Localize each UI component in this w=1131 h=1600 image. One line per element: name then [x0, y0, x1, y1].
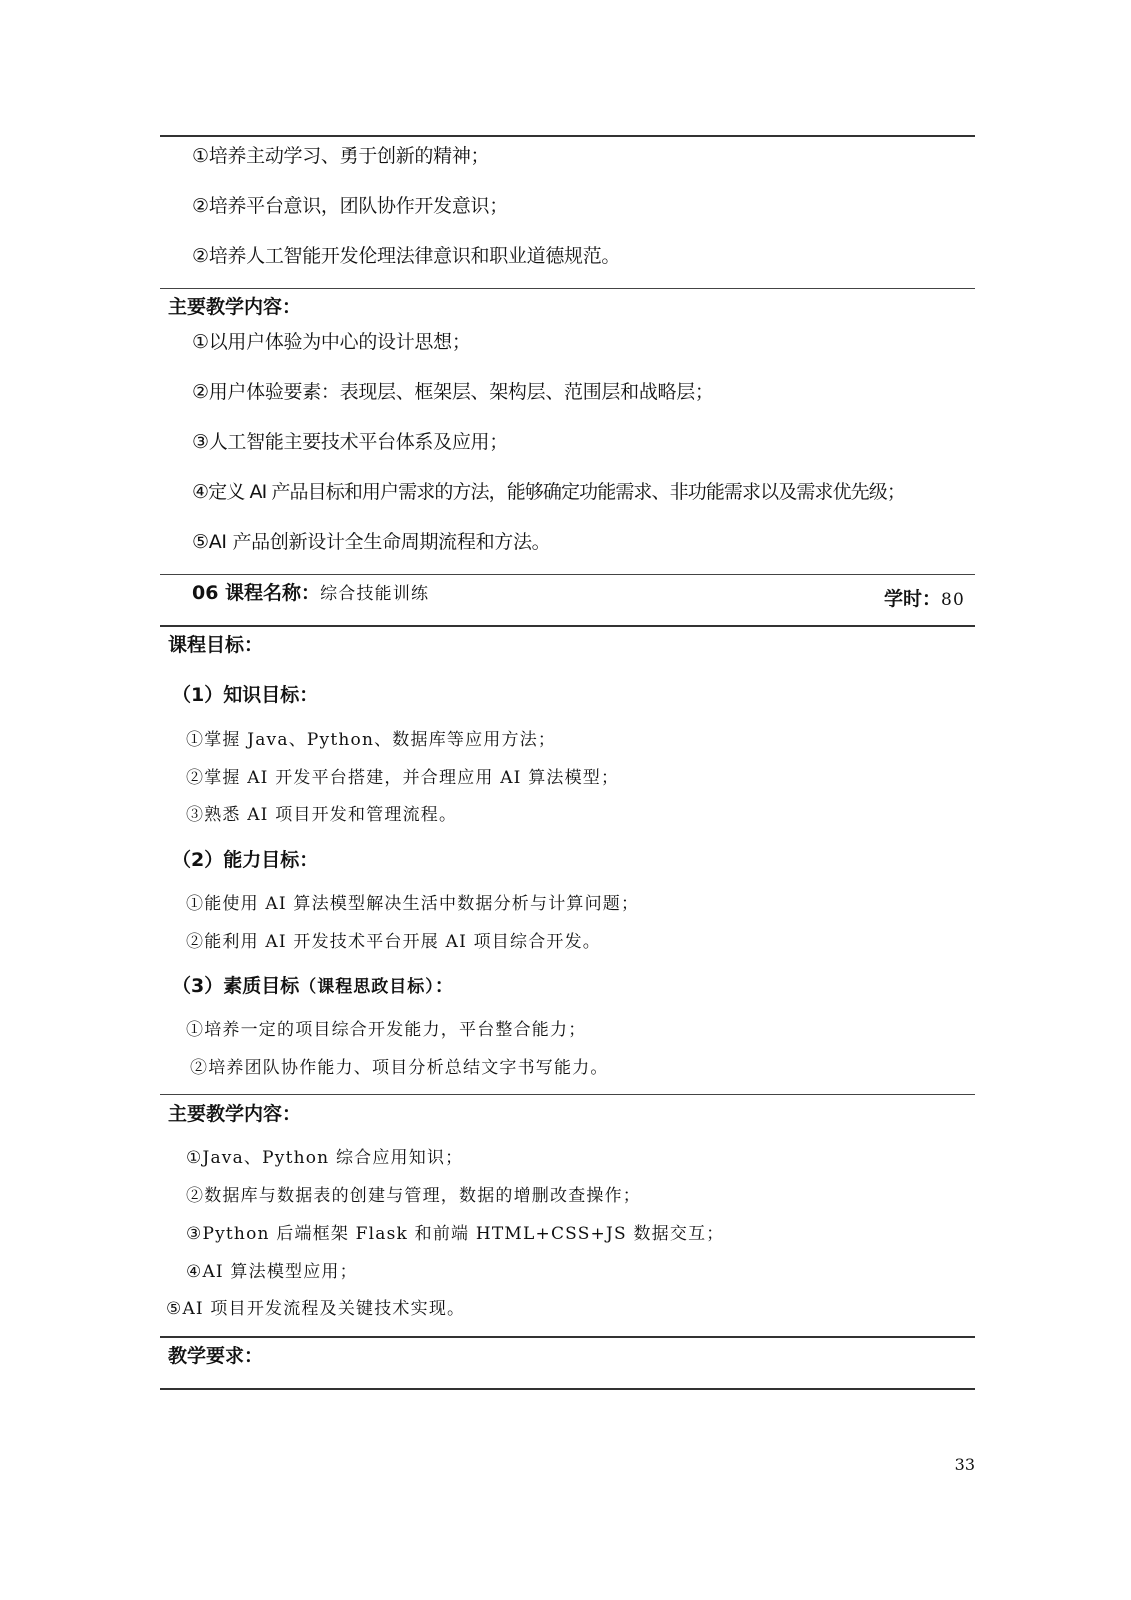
ability-item-1: ①能使用 AI 算法模型解决生活中数据分析与计算问题； [186, 894, 640, 914]
section-divider [160, 1336, 975, 1338]
quality-goals-title: （3）素质目标 [172, 975, 300, 997]
section-divider [160, 1094, 975, 1095]
quality-item-2: ②培养平台意识，团队协作开发意识； [192, 195, 508, 217]
content2-item-1: ①Java、Python 综合应用知识； [186, 1148, 464, 1168]
knowledge-goals-heading: （1）知识目标： [172, 684, 319, 706]
quality-goals-heading [172, 977, 454, 996]
quality-goals-colon: ： [434, 975, 454, 997]
table-top-border [160, 135, 975, 137]
course-name-label: 06 课程名称： [192, 582, 321, 604]
section-divider [160, 288, 975, 289]
content2-item-4: ④AI 算法模型应用； [186, 1262, 358, 1282]
ability-item-2: ②能利用 AI 开发技术平台开展 AI 项目综合开发。 [186, 932, 601, 952]
content-item-1: ①以用户体验为中心的设计思想； [192, 331, 471, 353]
knowledge-item-3: ③熟悉 AI 项目开发和管理流程。 [186, 805, 458, 825]
course-name-value: 综合技能训练 [320, 584, 430, 604]
content-item-5: ⑤AI 产品创新设计全生命周期流程和方法。 [192, 531, 551, 553]
content2-item-3: ③Python 后端框架 Flask 和前端 HTML+CSS+JS 数据交互； [186, 1224, 725, 1244]
hours-value: 80 [940, 590, 965, 610]
teaching-content-heading-2: 主要教学内容： [168, 1103, 302, 1125]
knowledge-item-1: ①掌握 Java、Python、数据库等应用方法； [186, 730, 557, 750]
quality-goal-item-2: ②培养团队协作能力、项目分析总结文字书写能力。 [190, 1058, 609, 1078]
quality-item-1: ①培养主动学习、勇于创新的精神； [192, 145, 490, 167]
course-goals-heading: 课程目标： [168, 634, 264, 656]
ability-goals-heading: （2）能力目标： [172, 849, 319, 871]
knowledge-item-2: ②掌握 AI 开发平台搭建，并合理应用 AI 算法模型； [186, 768, 620, 788]
table-bottom-border [160, 1388, 975, 1390]
section-divider [160, 625, 975, 627]
hours-label: 学时： [883, 588, 941, 610]
quality-goals-paren: （课程思政目标） [299, 977, 435, 997]
content2-item-2: ②数据库与数据表的创建与管理，数据的增删改查操作； [186, 1186, 641, 1206]
teaching-requirements-heading: 教学要求： [168, 1345, 264, 1367]
course-name [192, 584, 429, 603]
course-hours [884, 584, 965, 611]
section-divider [160, 574, 975, 575]
content2-item-5: ⑤AI 项目开发流程及关键技术实现。 [166, 1299, 466, 1319]
content-item-3: ③人工智能主要技术平台体系及应用； [192, 431, 508, 453]
quality-goal-item-1: ①培养一定的项目综合开发能力，平台整合能力； [186, 1020, 587, 1040]
page-number: 33 [954, 1455, 975, 1474]
teaching-content-heading: 主要教学内容： [168, 296, 302, 318]
content-item-4: ④定义 AI 产品目标和用户需求的方法，能够确定功能需求、非功能需求以及需求优先级； [192, 481, 905, 503]
quality-item-3: ②培养人工智能开发伦理法律意识和职业道德规范。 [192, 245, 621, 267]
content-item-2: ②用户体验要素：表现层、框架层、架构层、范围层和战略层； [192, 381, 714, 403]
